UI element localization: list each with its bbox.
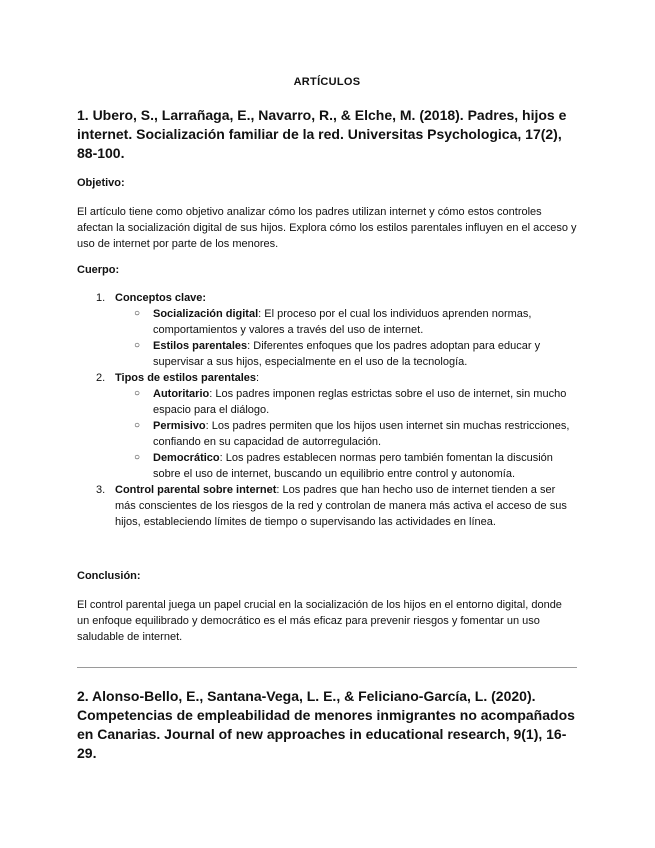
- horizontal-divider: [77, 667, 577, 668]
- sub-item-term: Autoritario: [153, 388, 210, 400]
- hollow-bullet-icon: ○: [134, 452, 141, 463]
- sub-item-text: : Los padres permiten que los hijos usen internet sin muchas restricciones, confiando en su capacidad de autorregulación.: [153, 420, 570, 448]
- conclusion-label: Conclusión:: [77, 570, 141, 582]
- list-item-text: : Los padres que han hecho uso de internet tienden a ser más conscientes de los riesgos de la red y controlan de manera más activa el acceso de sus hijos, estableciendo límites de tiempo o supervisando las actividades en línea.: [115, 484, 567, 528]
- hollow-bullet-icon: ○: [134, 420, 141, 431]
- hollow-bullet-icon: ○: [134, 308, 141, 319]
- sub-item-text: : Los padres establecen normas pero también fomentan la discusión sobre el uso de internet, buscando un equilibrio entre control y autonomía.: [153, 452, 553, 480]
- list-number: 3.: [96, 484, 106, 496]
- list-number: 1.: [96, 292, 106, 304]
- page-heading: ARTÍCULOS: [293, 76, 361, 88]
- list-item-concepts: [77, 290, 577, 370]
- body-label: Cuerpo:: [77, 264, 120, 276]
- sub-item-term: Estilos parentales: [153, 340, 248, 352]
- list-item-title: Tipos de estilos parentales: [115, 372, 257, 384]
- sub-item-democratic: [115, 450, 577, 482]
- body-list: [77, 290, 577, 530]
- hollow-bullet-icon: ○: [134, 340, 141, 351]
- sub-item-term: Socialización digital: [153, 308, 259, 320]
- list-item-title: Conceptos clave:: [115, 292, 207, 304]
- sub-item-authoritarian: [115, 386, 577, 418]
- list-item-title: Control parental sobre internet: [115, 484, 277, 496]
- list-item-style-types: [77, 370, 577, 482]
- sub-list: [115, 386, 577, 482]
- objective-text: El artículo tiene como objetivo analizar cómo los padres utilizan internet y cómo estos controles afectan la socialización digital de sus hijos. Explora cómo los estilos parentales influyen en el acceso y uso de internet por parte de los menores.: [77, 206, 577, 250]
- sub-item-permissive: [115, 418, 577, 450]
- sub-item-parenting-styles: [115, 338, 577, 370]
- sub-item-text: : Diferentes enfoques que los padres adoptan para educar y supervisar a sus hijos, especialmente en el uso de la tecnología.: [153, 340, 541, 368]
- list-item-parental-control: [77, 482, 577, 530]
- article-1-title: 1. Ubero, S., Larrañaga, E., Navarro, R., & Elche, M. (2018). Padres, hijos e internet. Socialización familiar de la red. Universitas Psychologica, 17(2), 88-100.: [77, 107, 567, 161]
- sub-item-text: : Los padres imponen reglas estrictas sobre el uso de internet, sin mucho espacio para el diálogo.: [153, 388, 567, 416]
- list-item-text: :: [256, 372, 260, 384]
- sub-item-term: Permisivo: [153, 420, 206, 432]
- objective-label: Objetivo:: [77, 177, 125, 189]
- article-2-title: 2. Alonso-Bello, E., Santana-Vega, L. E., & Feliciano-García, L. (2020). Competencias de empleabilidad de menores inmigrantes no acompañados en Canarias. Journal of new approaches in educational research, 9(1), 16-29.: [77, 688, 575, 761]
- sub-item-digital-socialization: [115, 306, 577, 338]
- sub-item-term: Democrático: [153, 452, 220, 464]
- sub-item-text: : El proceso por el cual los individuos aprenden normas, comportamientos y valores a través del uso de internet.: [153, 308, 532, 336]
- sub-list: [115, 306, 577, 370]
- conclusion-text: El control parental juega un papel crucial en la socialización de los hijos en el entorno digital, donde un enfoque equilibrado y democrático es el más eficaz para prevenir riesgos y fomentar un uso saludable de internet.: [77, 599, 562, 643]
- hollow-bullet-icon: ○: [134, 388, 141, 399]
- list-number: 2.: [96, 372, 106, 384]
